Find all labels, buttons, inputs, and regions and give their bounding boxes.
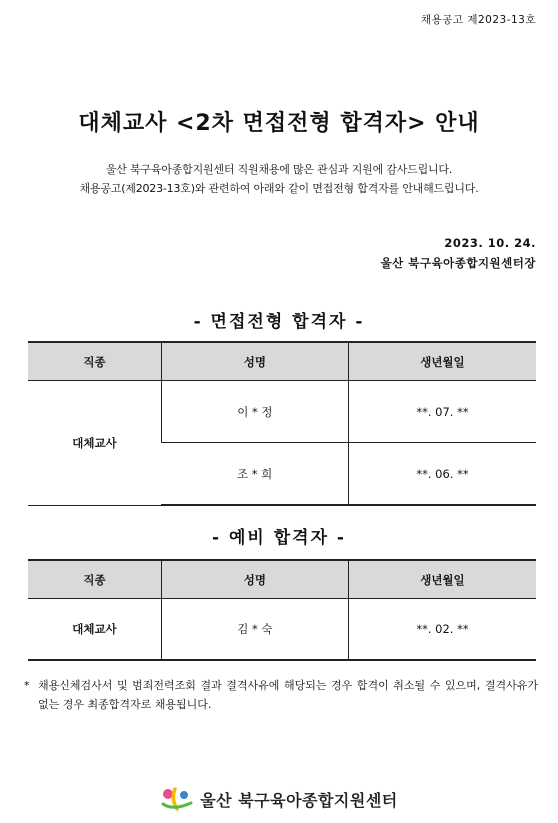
footnote-text: 채용신체검사서 및 범죄전력조회 결과 결격사유에 해당되는 경우 합격이 취소될 수 있으며, 결격사유가 없는 경우 최종합격자로 채용됩니다. bbox=[38, 679, 538, 711]
intro-text bbox=[0, 160, 558, 198]
issue-info bbox=[381, 233, 536, 273]
footnote bbox=[24, 676, 538, 714]
column-header-job: 직종 bbox=[28, 342, 161, 381]
reserve-table bbox=[28, 559, 536, 661]
passers-table bbox=[28, 341, 536, 506]
table-row bbox=[28, 381, 536, 443]
notice-number: 채용공고 제2023-13호 bbox=[420, 14, 536, 26]
intro-line-2: 채용공고(제2023-13호)와 관련하여 아래와 같이 면접전형 합격자를 안내해드립니다. bbox=[79, 182, 479, 195]
birth-cell: **. 02. ** bbox=[348, 599, 536, 661]
center-logo-icon bbox=[160, 786, 194, 812]
org-name: 울산 북구육아종합지원센터 bbox=[200, 790, 398, 810]
column-header-birth: 생년월일 bbox=[348, 560, 536, 599]
job-cell: 대체교사 bbox=[28, 599, 161, 661]
page-title: 대체교사 <2차 면접전형 합격자> 안내 bbox=[78, 111, 480, 136]
column-header-name: 성명 bbox=[161, 560, 348, 599]
birth-cell: **. 07. ** bbox=[348, 381, 536, 443]
table-header-row bbox=[28, 560, 536, 599]
table-row bbox=[28, 599, 536, 661]
issuer: 울산 북구육아종합지원센터장 bbox=[380, 256, 536, 270]
name-cell: 이 * 정 bbox=[161, 381, 348, 443]
reserve-heading: - 예비 합격자 - bbox=[212, 528, 346, 548]
column-header-job: 직종 bbox=[28, 560, 161, 599]
column-header-name: 성명 bbox=[161, 342, 348, 381]
issue-date: 2023. 10. 24. bbox=[444, 236, 536, 250]
name-cell: 조 * 희 bbox=[161, 443, 348, 506]
table-header-row bbox=[28, 342, 536, 381]
job-cell: 대체교사 bbox=[28, 381, 161, 506]
passers-heading: - 면접전형 합격자 - bbox=[193, 312, 365, 332]
name-cell: 김 * 숙 bbox=[161, 599, 348, 661]
birth-cell: **. 06. ** bbox=[348, 443, 536, 506]
intro-line-1: 울산 북구육아종합지원센터 직원채용에 많은 관심과 지원에 감사드립니다. bbox=[105, 163, 453, 176]
footer-logo bbox=[0, 786, 558, 812]
footnote-mark: * bbox=[24, 679, 30, 692]
column-header-birth: 생년월일 bbox=[348, 342, 536, 381]
